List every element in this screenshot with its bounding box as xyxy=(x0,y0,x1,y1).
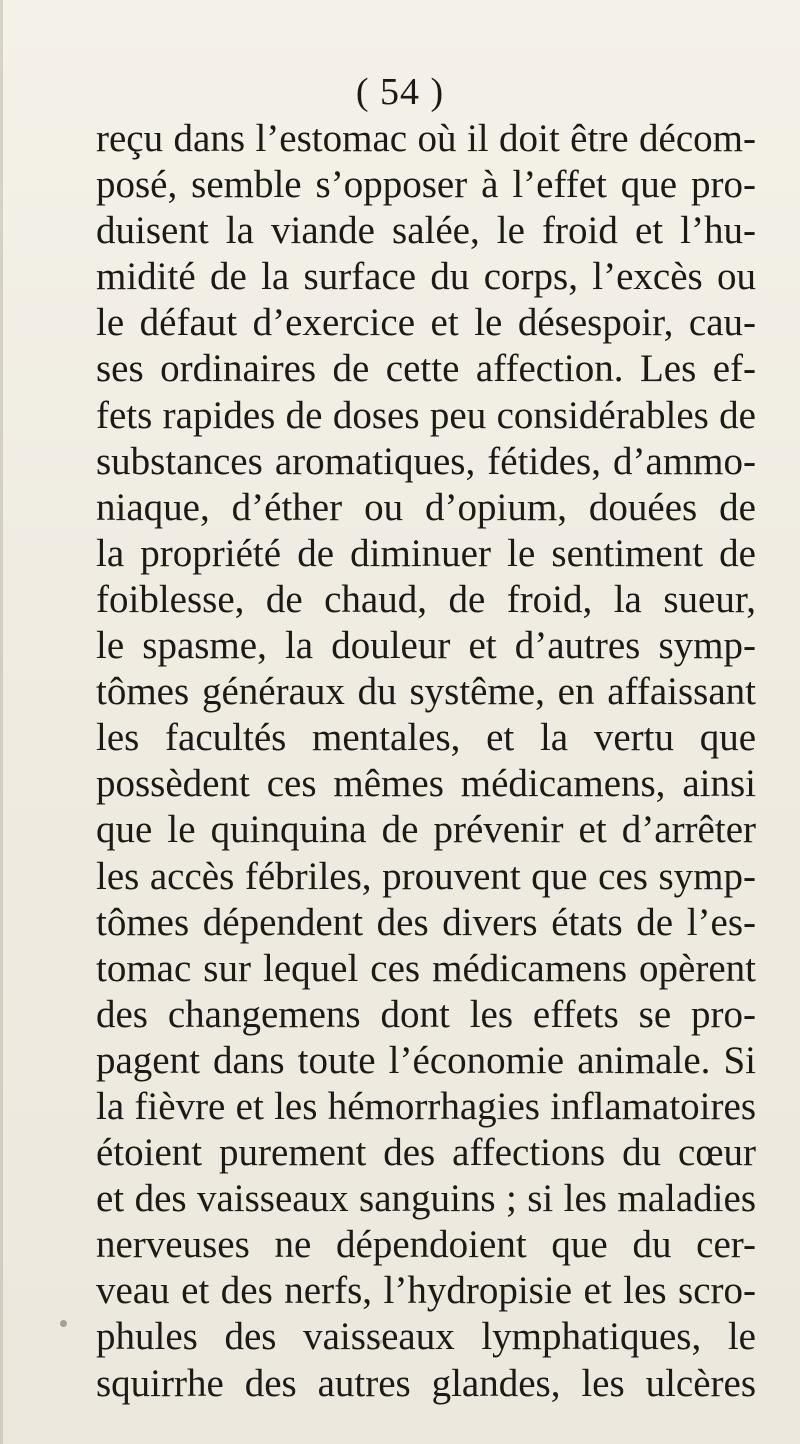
text-line: étoient purement des affections du cœur xyxy=(96,1131,756,1175)
text-line: substances aromatiques, fétides, d’ammo- xyxy=(96,439,756,483)
text-line: foiblesse, de chaud, de froid, la sueur, xyxy=(96,577,756,621)
text-line: phules des vaisseaux lymphatiques, le xyxy=(96,1315,756,1359)
page-edge-shadow xyxy=(0,0,3,1444)
text-line: tomac sur lequel ces médicamens opèrent xyxy=(96,946,756,990)
text-line: posé, semble s’opposer à l’effet que pro- xyxy=(96,163,756,207)
text-line: fets rapides de doses peu considérables de xyxy=(96,393,756,437)
text-line: les accès fébriles, prouvent que ces symp- xyxy=(96,854,756,898)
text-line: la fièvre et les hémorrhagies inflamatoires xyxy=(96,1084,756,1128)
text-line: duisent la viande salée, le froid et l’hu- xyxy=(96,209,756,253)
paper-speck xyxy=(374,1378,377,1381)
text-line: midité de la surface du corps, l’excès ou xyxy=(96,255,756,299)
text-line: niaque, d’éther ou d’opium, douées de xyxy=(96,485,756,529)
text-line: que le quinquina de prévenir et d’arrêter xyxy=(96,808,756,852)
text-line: des changemens dont les effets se pro- xyxy=(96,992,756,1036)
paper-speck xyxy=(378,1340,382,1344)
text-line: et des vaisseaux sanguins ; si les maladies xyxy=(96,1177,756,1221)
text-line: reçu dans l’estomac où il doit être décom- xyxy=(96,117,756,160)
text-line: possèdent ces mêmes médicamens, ainsi xyxy=(96,762,756,806)
body-text xyxy=(96,116,756,1407)
text-line: veau et des nerfs, l’hydropisie et les scro- xyxy=(96,1269,756,1313)
text-line: les facultés mentales, et la vertu que xyxy=(96,716,756,760)
text-line: tômes généraux du systême, en affaissant xyxy=(96,670,756,714)
text-line: le défaut d’exercice et le désespoir, cau- xyxy=(96,301,756,345)
text-line: pagent dans toute l’économie animale. Si xyxy=(96,1038,756,1082)
paper-speck xyxy=(60,1320,67,1327)
text-line: nerveuses ne dépendoient que du cer- xyxy=(96,1223,756,1267)
text-line: la propriété de diminuer le sentiment de xyxy=(96,531,756,575)
text-line: ses ordinaires de cette affection. Les ef- xyxy=(96,347,756,391)
text-line: squirrhe des autres glandes, les ulcères xyxy=(96,1361,756,1405)
text-line: le spasme, la douleur et d’autres symp- xyxy=(96,624,756,668)
text-line: tômes dépendent des divers états de l’es- xyxy=(96,900,756,944)
page-number: ( 54 ) xyxy=(355,71,445,113)
